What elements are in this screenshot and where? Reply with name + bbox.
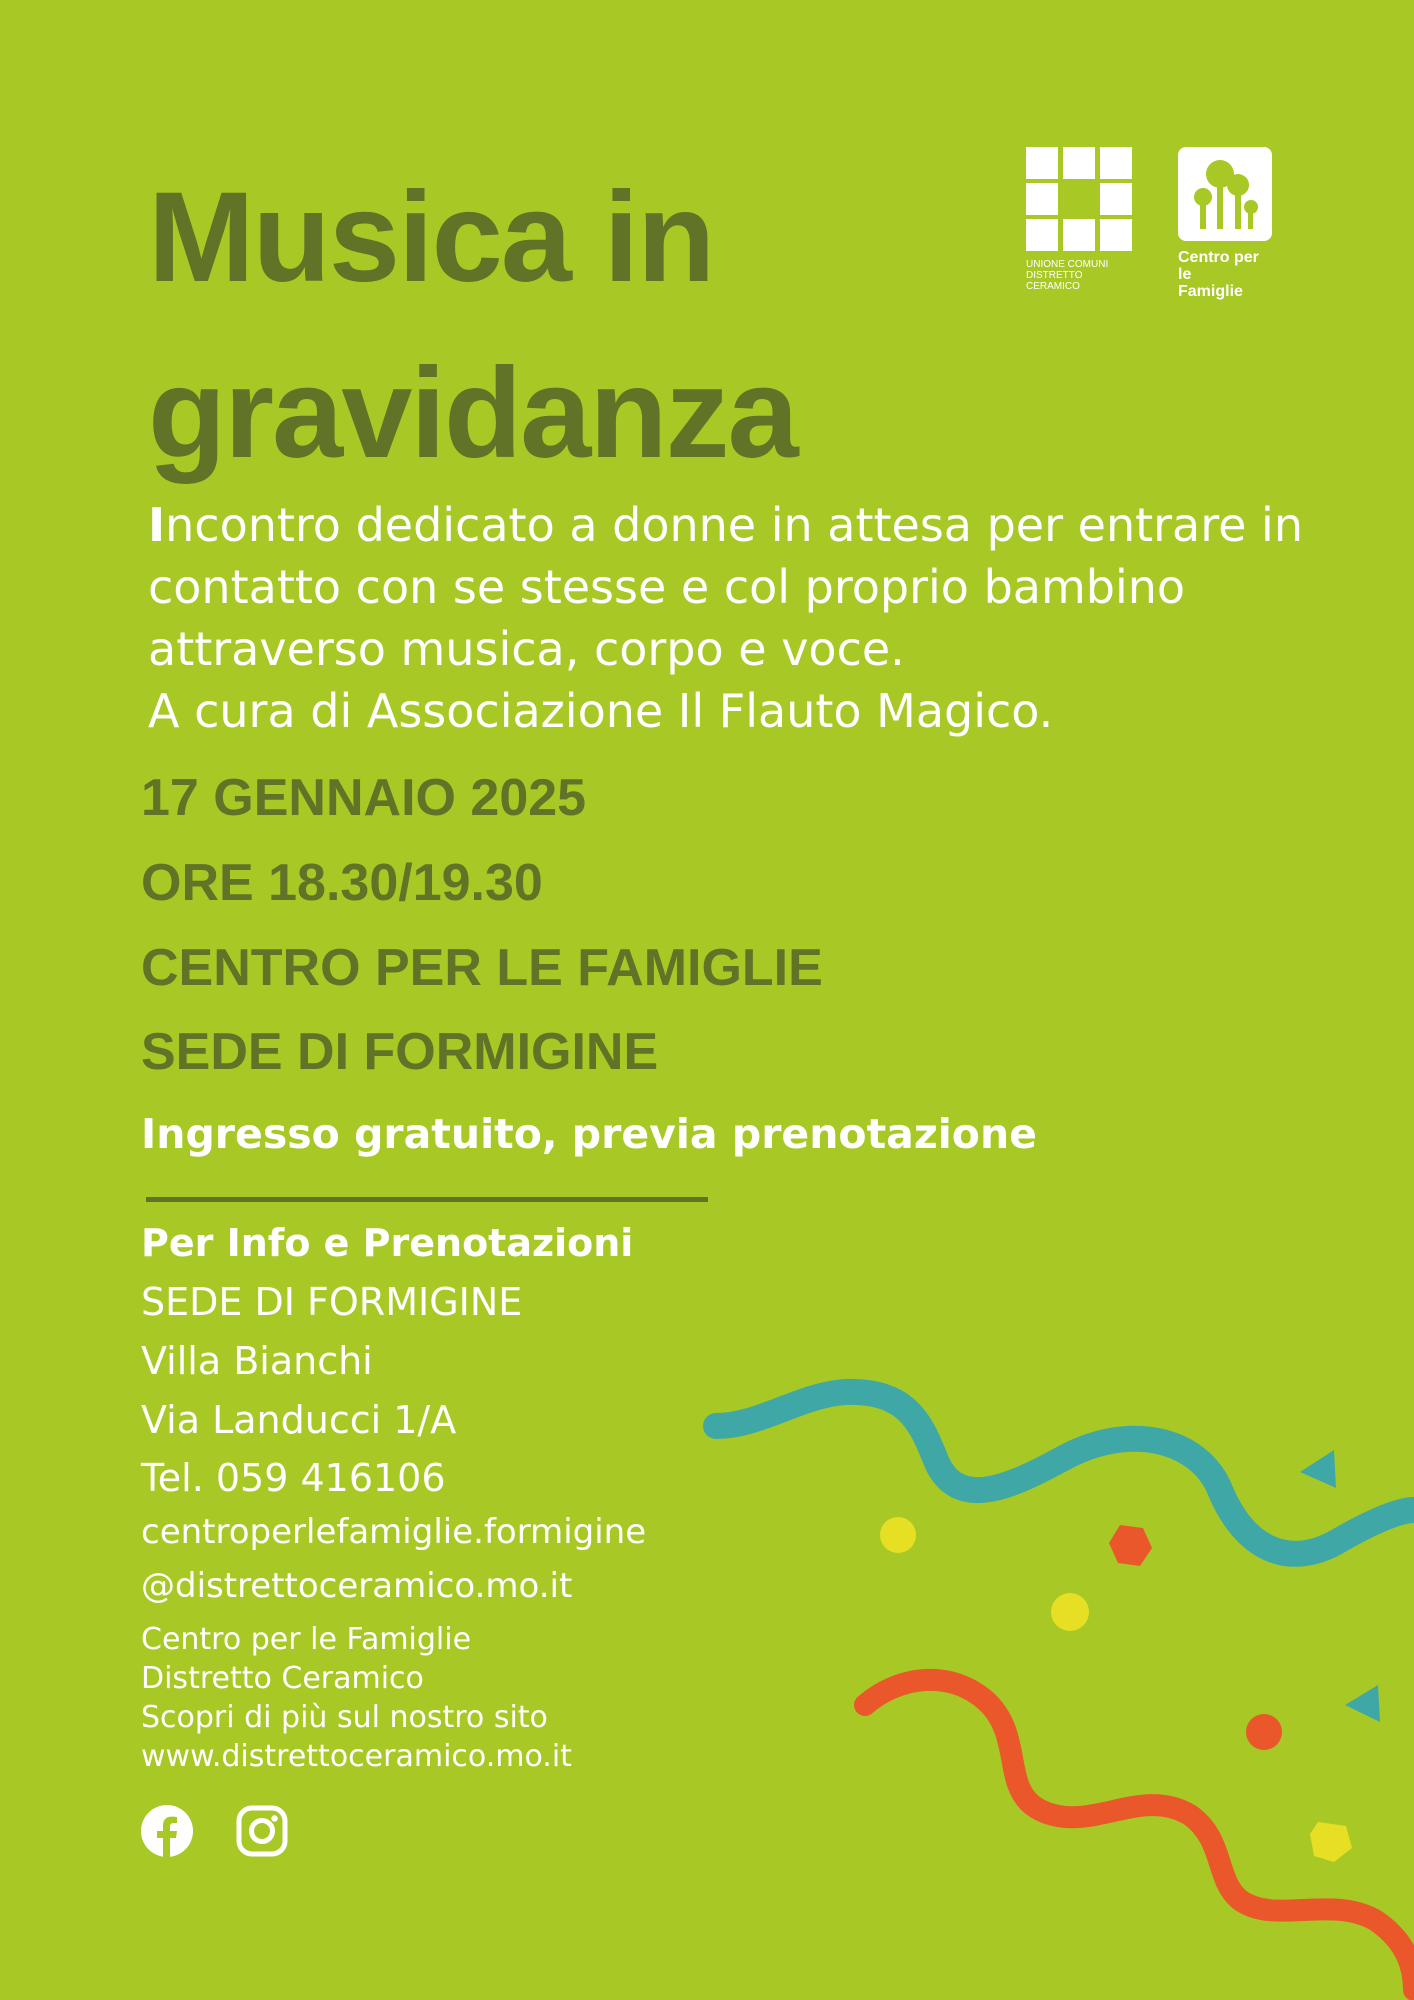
- orange-dot: [1246, 1714, 1282, 1750]
- footer-line: Distretto Ceramico: [141, 1661, 424, 1696]
- unione-comuni-logo: [1026, 147, 1136, 292]
- info-email-line2[interactable]: @distrettoceramico.mo.it: [141, 1566, 573, 1606]
- title-line2: gravidanza: [148, 342, 797, 485]
- event-venue-line1: CENTRO PER LE FAMIGLIE: [141, 939, 823, 997]
- intro-line3: attraverso musica, corpo e voce.: [148, 622, 905, 676]
- intro-line1: [148, 494, 1368, 556]
- info-address: Via Landucci 1/A: [141, 1398, 457, 1442]
- orange-hexagon: [1109, 1525, 1152, 1566]
- divider: [146, 1197, 708, 1202]
- intro-drop-letter: I: [148, 498, 166, 552]
- title-line1: Musica in: [148, 166, 714, 309]
- centro-logo-line1: Centro per le: [1178, 249, 1259, 283]
- intro-line4: A cura di Associazione Il Flauto Magico.: [148, 684, 1054, 738]
- info-email-line1[interactable]: centroperlefamiglie.formigine: [141, 1512, 647, 1552]
- footer-line: Scopri di più sul nostro sito: [141, 1700, 548, 1735]
- footer-text: [141, 1620, 572, 1776]
- unione-logo-line2: DISTRETTO CERAMICO: [1026, 270, 1083, 292]
- facebook-icon[interactable]: [141, 1805, 193, 1857]
- intro-paragraph: [148, 494, 1368, 742]
- instagram-icon[interactable]: [236, 1805, 288, 1857]
- page-title: [148, 150, 797, 502]
- intro-line1-text: ncontro dedicato a donne in attesa per entrare in: [165, 498, 1303, 552]
- yellow-dot: [1051, 1593, 1089, 1631]
- yellow-dot: [880, 1517, 916, 1553]
- info-heading: Per Info e Prenotazioni: [141, 1221, 634, 1265]
- event-time: ORE 18.30/19.30: [141, 854, 543, 912]
- info-line: SEDE DI FORMIGINE: [141, 1280, 523, 1324]
- admission-note: Ingresso gratuito, previa prenotazione: [141, 1110, 1037, 1158]
- grid-logo-icon: [1026, 147, 1132, 251]
- teal-triangle: [1345, 1685, 1380, 1722]
- info-line: Villa Bianchi: [141, 1339, 373, 1383]
- tree-logo-icon: [1178, 147, 1272, 241]
- event-venue-line2: SEDE DI FORMIGINE: [141, 1023, 659, 1081]
- unione-logo-line1: UNIONE COMUNI: [1026, 259, 1109, 270]
- yellow-hexagon: [1310, 1822, 1352, 1862]
- info-phone: Tel. 059 416106: [141, 1456, 446, 1500]
- intro-line2: contatto con se stesse e col proprio bambino: [148, 560, 1186, 614]
- footer-website-link[interactable]: www.distrettoceramico.mo.it: [141, 1739, 572, 1774]
- footer-line: Centro per le Famiglie: [141, 1622, 472, 1657]
- teal-triangle: [1300, 1450, 1336, 1488]
- centro-famiglie-logo: [1178, 147, 1276, 300]
- centro-logo-line2: Famiglie: [1178, 283, 1243, 300]
- event-date: 17 GENNAIO 2025: [141, 769, 587, 827]
